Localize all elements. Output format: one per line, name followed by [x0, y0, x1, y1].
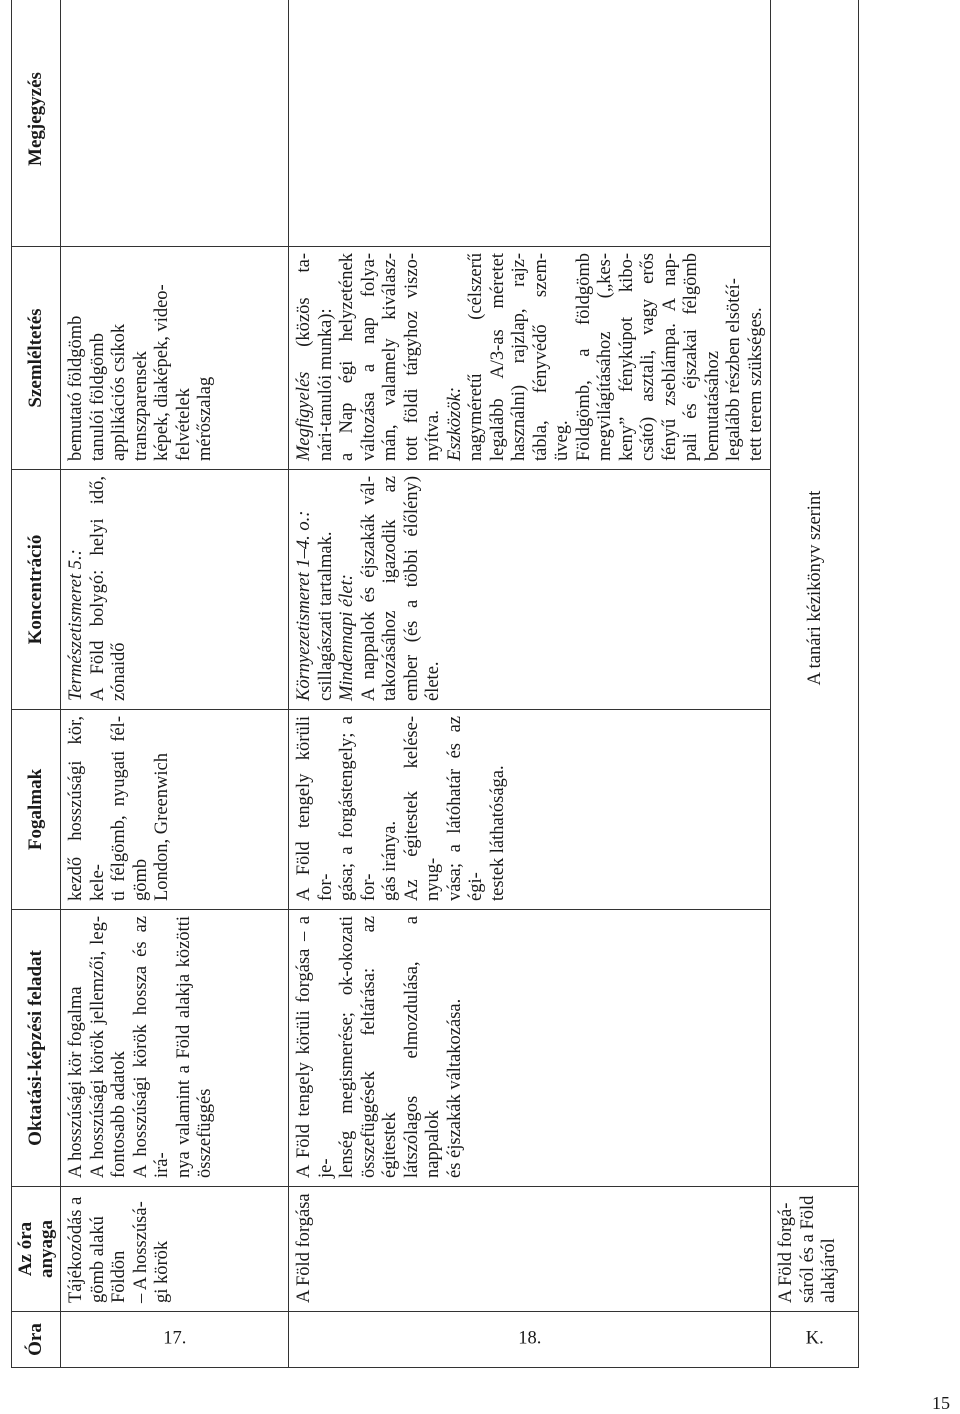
row-17 [61, 0, 289, 1368]
rowk-anyag: A Föld forgá- sáról és a Föld alakjáról [771, 1187, 859, 1312]
row18-ora: 18. [289, 1312, 771, 1368]
page-number: 15 [932, 1393, 950, 1413]
row17-feladat: A hosszúsági kör fogalma A hosszúsági körök jellemzői, leg- fontosabb adatok A hosszúsági körök hossza és az irá- nya valamint a Föld alakja közötti összefüggés [61, 910, 289, 1187]
row17-szemleltetes: bemutató földgömb tanulói földgömb applikációs csíkok transzparensek képek, diaképek, video- felvételek mérőszalag [61, 247, 289, 470]
header-fogalmak: Fogalmak [12, 710, 61, 910]
rotated-table-sheet [11, 0, 957, 1368]
row18-szemleltetes: Megfigyelés (közös ta- nári-tanulói munka): a Nap égi helyzetének változása a nap folya- mán, valamely kiválasz- tott földi tárgyhoz viszo- nyítva. Eszközök: nagyméretű (célszerű legalább A/3-as méretet használni) rajzlap, rajz- tábla, fényvédő szem- üveg. Földgömb, a földgömb megvilágításához („kes- keny” fénykúpot kibo- csátó) asztali, vagy erős fényű zseblámpa. A nap- pali és éjszakai félgömb bemutatásához legalább részben elsötéí- tett terem szükséges. [289, 247, 771, 470]
row17-ora: 17. [61, 1312, 289, 1368]
row18-koncentracio: Környezetismeret 1–4. o.: csillagászati tartalmak. Mindennapi élet: A nappalok és éjszakák vál- takozásához igazodik az ember (és a többi élőlény) élete. [289, 470, 771, 710]
row17-koncentracio: Természetismeret 5.: A Föld bolygó: helyi idő, zónaidő [61, 470, 289, 710]
header-feladat: Oktatási-képzési feladat [12, 910, 61, 1187]
row18-feladat: A Föld tengely körüli forgása – a je- lenség megismerése; ok-okozati összefüggések feltárása: az égitestek látszólagos elmozdulása, a nappalok és éjszakák váltakozása. [289, 910, 771, 1187]
row17-megjegyzes [61, 0, 289, 247]
header-szemleltetes: Szemléltetés [12, 247, 61, 470]
row18-anyag: A Föld forgása [289, 1187, 771, 1312]
row17-fogalmak: kezdő hosszúsági kör, kele- ti félgömb, nyugati fél- gömb London, Greenwich [61, 710, 289, 910]
row18-megjegyzes [289, 0, 771, 247]
row17-anyag: Tájékozódás a gömb alakú Földön – A hosszúsá- gi körök [61, 1187, 289, 1312]
lesson-plan-table [11, 0, 859, 1368]
header-row [12, 0, 61, 1368]
row18-fogalmak: A Föld tengely körüli for- gása; a forgástengely; a for- gás iránya. Az égitestek kelése-nyug- vása; a látóhatár és az égi- testek láthatósága. [289, 710, 771, 910]
row-k [771, 0, 859, 1368]
rowk-ora: K. [771, 1312, 859, 1368]
header-megjegyzes: Megjegyzés [12, 0, 61, 247]
rowk-note: A tanári kézikönyv szerint [771, 0, 859, 1187]
header-anyag: Az óra anyaga [12, 1187, 61, 1312]
header-koncentracio: Koncentráció [12, 470, 61, 710]
row-18 [289, 0, 771, 1368]
header-ora: Óra [12, 1312, 61, 1368]
